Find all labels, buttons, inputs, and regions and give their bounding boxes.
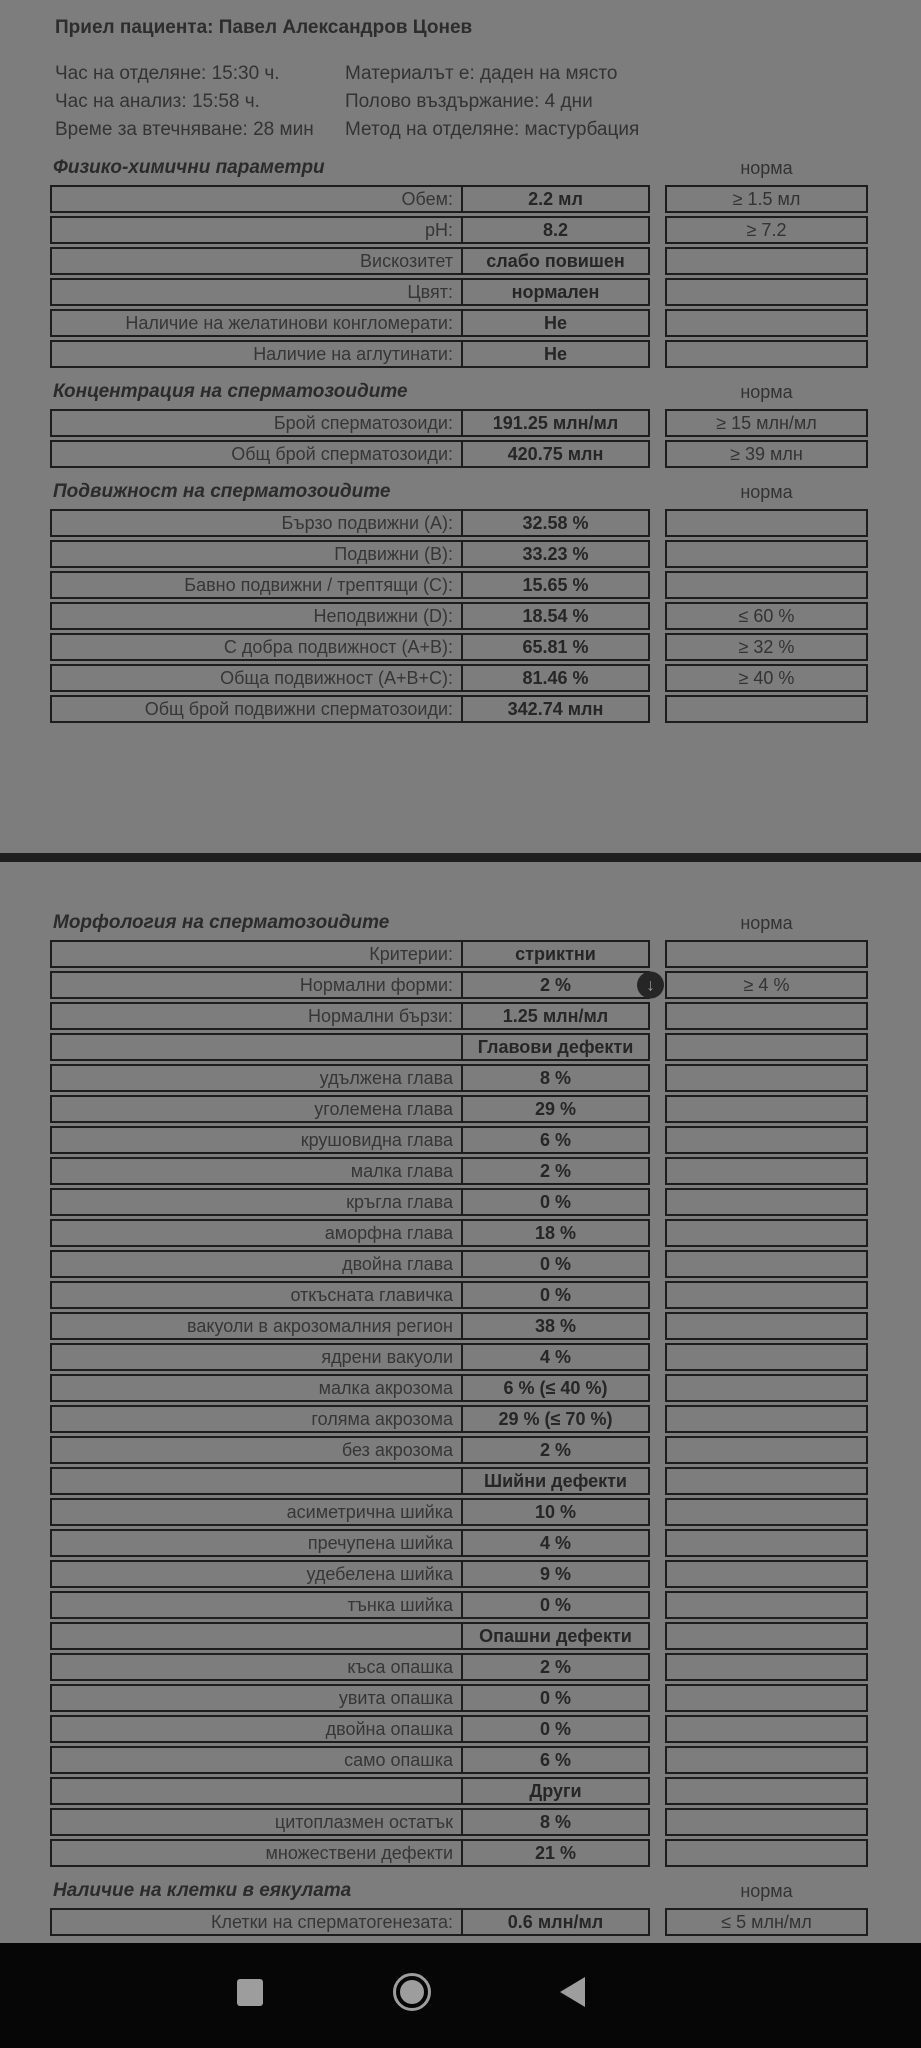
below-norm-arrow-down-icon: ↓ [637,972,664,999]
row-value: 191.25 млн/мл [461,411,648,435]
row-label: цитоплазмен остатък [274,1811,453,1832]
row-label [52,1035,461,1059]
row-main-cell [50,1467,650,1495]
row-label: удебелена шийка [306,1563,453,1584]
row-label: Неподвижни (D): [313,605,453,626]
row-value: 38 % [461,1314,648,1338]
row-main-cell [50,1002,650,1030]
row-norm-value [665,1622,868,1650]
section-title: Подвижност на сперматозоидите [53,481,391,502]
row-norm-value [665,1188,868,1216]
row-value: 0 % [461,1717,648,1741]
row-label: ядрени вакуоли [321,1346,453,1367]
table-row [50,1498,868,1526]
row-main-cell [50,540,650,568]
table-row [50,940,868,968]
home-button-icon [400,1980,424,2004]
table-row [50,1746,868,1774]
row-label: Вискозитет [360,250,453,271]
table-row [50,1560,868,1588]
section-title: Концентрация на сперматозоидите [53,381,408,402]
row-norm-value [665,509,868,537]
row-value: 29 % (≤ 70 %) [461,1407,648,1431]
row-label: Общ брой сперматозоиди: [231,443,453,464]
row-label: pH: [424,219,453,240]
table-row [50,1250,868,1278]
row-norm-value: ≥ 1.5 мл [665,185,868,213]
norm-column-header: норма [740,158,793,178]
row-norm-value: ≥ 39 млн [665,440,868,468]
row-label: кръгла глава [346,1191,453,1212]
section-header [50,380,868,404]
row-main-cell [50,1436,650,1464]
row-norm-value [665,1312,868,1340]
row-value: 342.74 млн [461,697,648,721]
table-row [50,278,868,306]
row-main-cell [50,247,650,275]
page-break-separator [0,853,921,862]
row-label: Нормални бързи: [308,1005,453,1026]
row-norm-value [665,1746,868,1774]
row-value: слабо повишен [461,249,648,273]
row-label [52,1469,461,1493]
table-row [50,633,868,661]
row-main-cell [50,1498,650,1526]
row-label: вакуоли в акрозомалния регион [187,1315,453,1336]
table-row [50,664,868,692]
row-main-cell [50,1622,650,1650]
row-norm-value [665,1560,868,1588]
row-value: 32.58 % [461,511,648,535]
report-section [50,480,868,723]
row-norm-value [665,1839,868,1867]
row-label: множествени дефекти [265,1842,453,1863]
row-value: 29 % [461,1097,648,1121]
row-value: нормален [461,280,648,304]
row-value: 0 % [461,1252,648,1276]
row-main-cell [50,1591,650,1619]
row-main-cell [50,940,650,968]
row-main-cell [50,1684,650,1712]
row-value: 0 % [461,1283,648,1307]
row-label: Обем: [401,188,453,209]
page-2-sections [50,911,868,1936]
table-row [50,1343,868,1371]
row-norm-value [665,1715,868,1743]
row-label: тънка шийка [347,1594,453,1615]
report-section [50,156,868,368]
row-main-cell [50,1250,650,1278]
table-row [50,1436,868,1464]
row-value: 8.2 [461,218,648,242]
row-main-cell [50,278,650,306]
table-row [50,1312,868,1340]
row-norm-value [665,1281,868,1309]
row-subheader: Други [461,1779,648,1803]
row-main-cell [50,1033,650,1061]
row-label: Наличие на желатинови конгломерати: [125,312,453,333]
back-button[interactable] [560,1977,585,2007]
row-label: малка глава [350,1160,453,1181]
row-value: 4 % [461,1531,648,1555]
row-main-cell [50,571,650,599]
row-norm-value [665,1808,868,1836]
row-value: 18.54 % [461,604,648,628]
row-label: Бавно подвижни / трептящи (C): [184,574,453,595]
row-main-cell [50,1560,650,1588]
row-norm-value [665,1529,868,1557]
row-value: 0 % [461,1593,648,1617]
row-main-cell [50,1746,650,1774]
row-label: С добра подвижност (A+B): [223,636,453,657]
row-main-cell [50,509,650,537]
row-value: 9 % [461,1562,648,1586]
row-norm-value: ≤ 5 млн/мл [665,1908,868,1936]
row-label: откъсната главичка [290,1284,453,1305]
table-row [50,340,868,368]
table-row [50,1188,868,1216]
row-norm-value [665,1374,868,1402]
table-row [50,440,868,468]
row-norm-value: ≥ 15 млн/мл [665,409,868,437]
row-value: 8 % [461,1810,648,1834]
row-value: 2.2 мл [461,187,648,211]
row-value: 0 % [461,1190,648,1214]
row-value: 420.75 млн [461,442,648,466]
row-main-cell [50,409,650,437]
table-row [50,1777,868,1805]
row-label: двойна опашка [325,1718,453,1739]
table-row [50,1653,868,1681]
table-row [50,540,868,568]
info-line: Час на отделяне: 15:30 ч. [55,63,280,84]
row-main-cell [50,971,655,999]
page-bottom-spacer [50,726,868,855]
section-header [50,911,868,935]
row-label: голяма акрозома [311,1408,453,1429]
row-subheader: Опашни дефекти [461,1624,648,1648]
row-label: увита опашка [338,1687,453,1708]
row-value: 2 % [461,1438,648,1462]
row-value: стриктни [461,942,648,966]
row-norm-value: ≥ 7.2 [665,216,868,244]
row-main-cell [50,633,650,661]
row-norm-value [665,1405,868,1433]
row-main-cell [50,1157,650,1185]
report-section [50,380,868,468]
info-line: Материалът е: даден на място [345,63,618,84]
table-row [50,1715,868,1743]
row-value: 18 % [461,1221,648,1245]
row-value: 4 % [461,1345,648,1369]
row-norm-value [665,1064,868,1092]
row-norm-value [665,540,868,568]
table-row [50,1126,868,1154]
sample-info-right-column [345,60,639,144]
row-main-cell [50,1405,650,1433]
norm-column-header: норма [740,913,793,933]
row-value: 2 % ↓ [461,973,648,997]
row-norm-value: ≤ 60 % [665,602,868,630]
info-line: Време за втечняване: 28 мин [55,119,314,140]
row-norm-value: ≥ 40 % [665,664,868,692]
norm-column-header: норма [740,1881,793,1901]
row-value: 10 % [461,1500,648,1524]
row-norm-value [665,571,868,599]
row-label: пречупена шийка [307,1532,453,1553]
section-header [50,156,868,180]
row-main-cell [50,1343,650,1371]
report-section [50,1879,868,1936]
row-main-cell [50,1529,650,1557]
row-value: 6 % (≤ 40 %) [461,1376,648,1400]
row-label: Цвят: [407,281,453,302]
row-main-cell [50,1095,650,1123]
row-norm-value [665,1436,868,1464]
recent-apps-button[interactable] [237,1979,263,2006]
row-main-cell [50,1064,650,1092]
row-value: Не [461,311,648,335]
table-row [50,1405,868,1433]
row-norm-value [665,1777,868,1805]
row-main-cell [50,1374,650,1402]
row-main-cell [50,1126,650,1154]
home-button[interactable] [393,1973,431,2011]
row-norm-value [665,1095,868,1123]
row-label: асиметрична шийка [286,1501,453,1522]
table-row [50,1374,868,1402]
row-main-cell [50,1653,650,1681]
row-norm-value [665,1684,868,1712]
report-section [50,911,868,1867]
row-label: удължена глава [319,1067,453,1088]
row-main-cell [50,1219,650,1247]
row-label: Наличие на аглутинати: [253,343,453,364]
norm-column-header: норма [740,382,793,402]
row-label: двойна глава [342,1253,453,1274]
table-row [50,216,868,244]
row-main-cell [50,1312,650,1340]
row-main-cell [50,1715,650,1743]
row-norm-value [665,278,868,306]
row-value: 6 % [461,1128,648,1152]
row-norm-value [665,1591,868,1619]
row-label: само опашка [344,1749,453,1770]
row-norm-value [665,695,868,723]
table-row [50,1622,868,1650]
row-norm-value [665,309,868,337]
row-norm-value [665,247,868,275]
table-row [50,1095,868,1123]
row-norm-value [665,1157,868,1185]
row-label: крушовидна глава [300,1129,453,1150]
sample-info-block [55,60,868,144]
row-label: къса опашка [347,1656,453,1677]
row-norm-value [665,1343,868,1371]
row-label: без акрозома [341,1439,453,1460]
row-subheader: Главови дефекти [461,1035,648,1059]
row-label: Подвижни (B): [334,543,453,564]
row-norm-value: ≥ 32 % [665,633,868,661]
row-value: Не [461,342,648,366]
info-line: Час на анализ: 15:58 ч. [55,91,260,112]
row-main-cell [50,664,650,692]
row-norm-value [665,1250,868,1278]
row-value: 0.6 млн/мл [461,1910,648,1934]
row-main-cell [50,602,650,630]
row-label [52,1779,461,1803]
row-main-cell [50,340,650,368]
row-main-cell [50,1281,650,1309]
row-value: 0 % [461,1686,648,1710]
row-label: малка акрозома [318,1377,453,1398]
table-row [50,1281,868,1309]
row-main-cell [50,185,650,213]
table-row [50,571,868,599]
row-norm-value [665,1126,868,1154]
row-value: 1.25 млн/мл [461,1004,648,1028]
row-value: 33.23 % [461,542,648,566]
table-row [50,1064,868,1092]
row-label: аморфна глава [324,1222,453,1243]
row-norm-value [665,1219,868,1247]
section-header [50,1879,868,1903]
row-main-cell [50,1188,650,1216]
row-norm-value [665,1467,868,1495]
table-row [50,1002,868,1030]
row-norm-value [665,1033,868,1061]
row-label [52,1624,461,1648]
row-main-cell [50,216,650,244]
row-main-cell [50,1839,650,1867]
table-row [50,1157,868,1185]
row-norm-value [665,940,868,968]
table-row [50,1591,868,1619]
row-norm-value [665,1653,868,1681]
row-norm-value: ≥ 4 % [665,971,868,999]
row-value: 2 % [461,1159,648,1183]
row-value: 8 % [461,1066,648,1090]
row-norm-value [665,340,868,368]
row-label: Брой сперматозоиди: [273,412,453,433]
row-value: 6 % [461,1748,648,1772]
section-header [50,480,868,504]
norm-column-header: норма [740,482,793,502]
table-row [50,695,868,723]
info-line: Полово въздържание: 4 дни [345,91,593,112]
row-label: Клетки на сперматогенезата: [211,1911,453,1932]
row-main-cell [50,695,650,723]
table-row [50,1684,868,1712]
row-label: Обща подвижност (A+B+C): [220,667,453,688]
row-norm-value [665,1002,868,1030]
row-label: Бързо подвижни (A): [281,512,453,533]
row-value: 15.65 % [461,573,648,597]
row-value: 65.81 % [461,635,648,659]
table-row [50,1808,868,1836]
android-navigation-bar [0,1943,921,2048]
section-title: Физико-химични параметри [53,157,325,178]
row-label: уголемена глава [314,1098,453,1119]
row-norm-value [665,1498,868,1526]
table-row [50,971,868,999]
row-value: 2 % [461,1655,648,1679]
table-row [50,1033,868,1061]
row-main-cell [50,1777,650,1805]
table-row [50,602,868,630]
table-row [50,247,868,275]
sample-info-left-column [55,60,314,144]
row-subheader: Шийни дефекти [461,1469,648,1493]
row-main-cell [50,1808,650,1836]
row-value: 81.46 % [461,666,648,690]
row-main-cell [50,440,650,468]
row-main-cell [50,1908,650,1936]
page-1-sections [50,156,868,723]
table-row [50,185,868,213]
table-row [50,1908,868,1936]
table-row [50,409,868,437]
info-line: Метод на отделяне: мастурбация [345,119,640,140]
row-value: 21 % [461,1841,648,1865]
section-title: Морфология на сперматозоидите [53,912,390,933]
table-row [50,509,868,537]
table-row [50,1529,868,1557]
row-main-cell [50,309,650,337]
table-row [50,1839,868,1867]
row-label: Критерии: [369,943,453,964]
patient-header: Приел пациента: Павел Александров Цонев [55,17,473,38]
table-row [50,1219,868,1247]
table-row [50,309,868,337]
section-title: Наличие на клетки в еякулата [53,1880,352,1901]
row-label: Общ брой подвижни сперматозоиди: [144,698,453,719]
row-label: Нормални форми: [299,974,453,995]
table-row [50,1467,868,1495]
